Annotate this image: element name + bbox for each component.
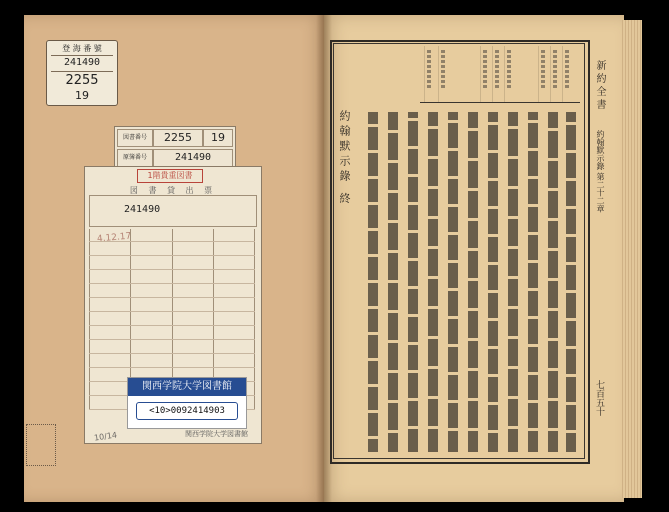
pencil-note: 10/14 <box>93 430 118 443</box>
book-end-title: 約翰默示錄 終 <box>338 110 351 208</box>
running-header-chapter: 約翰默示錄 第二十二章 <box>596 130 605 213</box>
card-top-label1: 図書番号 <box>117 129 153 147</box>
rare-books-stamp: 1階貴重図書 <box>137 169 203 183</box>
barcode-number: <10>0092414903 <box>136 402 238 420</box>
card-top-label2: 原簿番号 <box>117 149 153 167</box>
label-accession-number: 241490 <box>51 57 113 72</box>
label-call-number: 2255 <box>65 73 99 88</box>
card-handwritten-date: 4.12.17 <box>96 231 132 245</box>
card-header: 図 書 貸 出 票 <box>129 186 217 195</box>
card-number: 241490 <box>124 204 161 215</box>
label-title: 登 海 番 號 <box>51 43 113 56</box>
barcode-library-name: 関西学院大学図書館 <box>128 378 246 396</box>
page-number: 七百五十 <box>594 380 604 416</box>
card-footer: 関西学院大学図書館 <box>185 430 248 438</box>
card-top-vol: 19 <box>203 129 233 147</box>
card-top-value1: 2255 <box>153 129 203 147</box>
card-top-value2: 241490 <box>153 149 233 167</box>
running-header-book: 新約全書 <box>594 60 605 112</box>
label-volume: 19 <box>75 89 89 102</box>
